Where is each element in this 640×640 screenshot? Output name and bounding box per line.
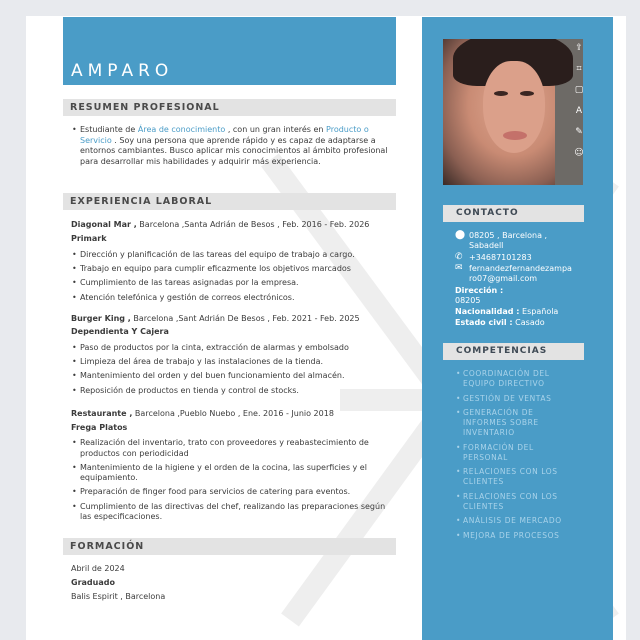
nacionalidad-row: Nacionalidad : Española (455, 307, 559, 316)
formacion-heading: FORMACIÓN (63, 538, 396, 555)
job-2-bullets (71, 343, 391, 400)
effects-icon[interactable]: ☺ (574, 148, 584, 158)
job-3-header (71, 409, 396, 420)
editor-toolbar (572, 43, 586, 169)
job-1-title: Primark (71, 234, 107, 243)
location-icon: ⬤ (455, 230, 466, 240)
list-item: • Dirección y planificación de las tareas del equipo de trabajo a cargo. (71, 250, 391, 261)
list-item: • Mantenimiento de la higiene y el orden de la cocina, las superficies y el equipamiento. (71, 463, 391, 484)
list-item: • Limpieza del área de trabajo y las instalaciones de la tienda. (71, 357, 391, 368)
list-item: • Mantenimiento del orden y del buen funcionamiento del almacén. (71, 371, 391, 382)
job-1-company: Diagonal Mar , (71, 220, 137, 229)
job-3-location-dates: Barcelona ,Pueblo Nuebo , Ene. 2016 - Junio 2018 (132, 409, 334, 418)
competencias-list (455, 369, 580, 545)
list-item: • Reposición de productos en tienda y control de stocks. (71, 386, 391, 397)
list-item: • Cumplimiento de las tareas asignadas por la empresa. (71, 278, 391, 289)
email-line-2: ro07@gmail.com (469, 274, 538, 283)
job-3-bullets (71, 438, 391, 526)
list-item: • GENERACIÓN DE INFORMES SOBRE INVENTARIO (455, 408, 580, 438)
formacion-school: Balis Espirit , Barcelona (71, 592, 166, 601)
sticker-icon[interactable]: ▢ (574, 85, 584, 95)
list-item: • Preparación de finger food para servicios de catering para eventos. (71, 487, 391, 498)
list-item: • RELACIONES CON LOS CLIENTES (455, 492, 580, 512)
list-item: • MEJORA DE PROCESOS (455, 531, 580, 541)
job-1-bullets (71, 250, 391, 307)
job-3-title: Frega Platos (71, 423, 128, 432)
list-item: • Cumplimiento de las directivas del chef, realizando las preparaciones según las especificaciones. (71, 502, 391, 523)
contacto-heading: CONTACTO (443, 205, 584, 222)
list-item: • COORDINACIÓN DEL EQUIPO DIRECTIVO (455, 369, 580, 389)
profile-photo (443, 39, 583, 185)
list-item: • Realización del inventario, trato con proveedores y reabastecimiento de productos con periodicidad (71, 438, 391, 459)
share-icon[interactable]: ⇪ (575, 43, 583, 53)
competencias-heading: COMPETENCIAS (443, 343, 584, 360)
job-2-location-dates: Barcelona ,Sant Adrián De Besos , Feb. 2021 - Feb. 2025 (130, 314, 360, 323)
direccion-value: 08205 (455, 296, 481, 305)
text-icon[interactable]: A (575, 106, 583, 116)
email-line-1: fernandezfernandezampa (469, 264, 572, 273)
job-1-header (71, 220, 396, 231)
address-line-2: Sabadell (469, 241, 504, 250)
list-item: • Paso de productos por la cinta, extracción de alarmas y embolsado (71, 343, 391, 354)
main-column (63, 17, 396, 640)
list-item: • Atención telefónica y gestión de correos electrónicos. (71, 293, 391, 304)
estado-civil-row: Estado civil : Casado (455, 318, 545, 327)
phone-icon: ✆ (455, 252, 463, 262)
candidate-name: AMPARO (71, 61, 174, 81)
job-2-header (71, 314, 396, 325)
direccion-label: Dirección : (455, 286, 504, 295)
list-item: • ANÁLISIS DE MERCADO (455, 516, 580, 526)
job-2-title: Dependienta Y Cajera (71, 327, 169, 336)
job-2-company: Burger King , (71, 314, 131, 323)
email-icon: ✉ (455, 263, 463, 273)
formacion-date: Abril de 2024 (71, 564, 125, 573)
list-item: • RELACIONES CON LOS CLIENTES (455, 467, 580, 487)
crop-icon[interactable]: ⌗ (576, 64, 582, 74)
resumen-text: • Estudiante de Área de conocimiento , con un gran interés en Producto o Servicio . Soy una persona que aprende rápido y es capaz de adaptarse a entornos cambiantes. Busco aplicar mis conocimientos al ámbito profesional para desarrollar mis habilidades y adquirir más experiencia. (71, 125, 396, 167)
producto-link[interactable]: Producto o Servicio (80, 125, 369, 145)
name-banner (63, 17, 396, 85)
draw-icon[interactable]: ✎ (575, 127, 583, 137)
list-item: • FORMACIÓN DEL PERSONAL (455, 443, 580, 463)
list-item: • Trabajo en equipo para cumplir eficazmente los objetivos marcados (71, 264, 391, 275)
job-1-location-dates: Barcelona ,Santa Adrián de Besos , Feb. 2016 - Feb. 2026 (136, 220, 370, 229)
job-3-company: Restaurante , (71, 409, 133, 418)
sidebar-column (422, 17, 613, 640)
experiencia-heading: EXPERIENCIA LABORAL (63, 193, 396, 210)
phone-number: +34687101283 (469, 253, 532, 262)
list-item: • GESTIÓN DE VENTAS (455, 394, 580, 404)
area-link[interactable]: Área de conocimiento (137, 125, 226, 134)
formacion-degree: Graduado (71, 578, 115, 587)
resumen-heading: RESUMEN PROFESIONAL (63, 99, 396, 116)
address-line-1: 08205 , Barcelona , (469, 231, 548, 240)
